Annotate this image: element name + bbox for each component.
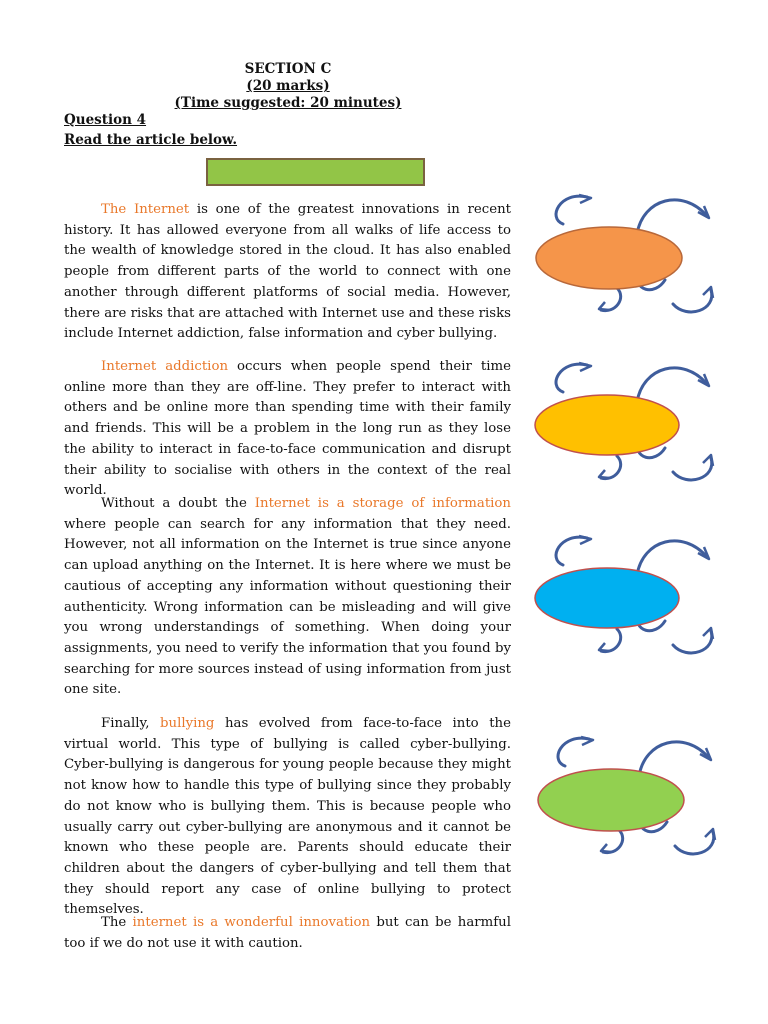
oval-group-4 (538, 737, 715, 854)
paragraph-text: but can be harmful too if we do not use it with caution. (64, 915, 511, 951)
paragraph-lead: Finally, (101, 716, 160, 731)
yellow-oval (535, 395, 679, 455)
oval-group-2 (535, 363, 713, 480)
paragraph-lead: Without a doubt the (101, 496, 255, 511)
paragraph-text: occurs when people spend their time online more than they are off-line. They prefer to interact with others and be online more than spending time with their family and friends. This will be a problem in the long run as they lose the ability to interact in face-to-face communication and disrupt their ability to socialise with others in the context of the real world. (64, 359, 511, 499)
question-title: Question 4 (64, 112, 147, 128)
highlight-text: The Internet (101, 202, 190, 217)
highlight-text: internet is a wonderful innovation (132, 915, 371, 930)
highlight-text: bullying (160, 716, 215, 731)
highlight-text: Internet is a storage of information (254, 496, 511, 511)
oval-group-3 (535, 536, 713, 653)
green-oval (538, 769, 684, 831)
time-heading: (Time suggested: 20 minutes) (174, 95, 402, 111)
paragraph-text: where people can search for any information that they need. However, not all information on the Internet is true since anyone can upload anything on the Internet. It is here where we must be cautious of accepting any information without questioning their authenticity. Wrong information can be misleading and will give you wrong understandings of something. When doing your assignments, you need to verify the information that you found by searching for more sources instead of using information from just one site. (64, 516, 511, 698)
paragraph-text: has evolved from face-to-face into the virtual world. This type of bullying is called cyber-bullying. Cyber-bullying is dangerous for young people because they might not know how to handle this type of bullying since they probably do not know who is bullying them. This is because people who usually carry out cyber-bullying are anonymous and it cannot be known who these people are. Parents should educate their children about the dangers of cyber-bullying and tell them that they should report any case of online bullying to protect themselves. (64, 716, 511, 918)
marks-heading: (20 marks) (246, 78, 330, 94)
orange-oval (536, 227, 682, 289)
oval-group-1 (536, 195, 713, 312)
section-heading: SECTION C (244, 61, 332, 77)
paragraph-text: is one of the greatest innovations in recent history. It has allowed everyone from all walks of life access to the wealth of knowledge stored in the cloud. It has also enabled people from different parts of the world to connect with one another through different platforms of social media. However, there are risks that are attached with Internet use and these risks include Internet addiction, false information and cyber bullying. (64, 202, 511, 342)
blue-oval (535, 568, 679, 628)
question-instruction: Read the article below. (64, 132, 238, 148)
highlight-text: Internet addiction (101, 359, 229, 374)
paragraph-lead: The (101, 915, 133, 930)
